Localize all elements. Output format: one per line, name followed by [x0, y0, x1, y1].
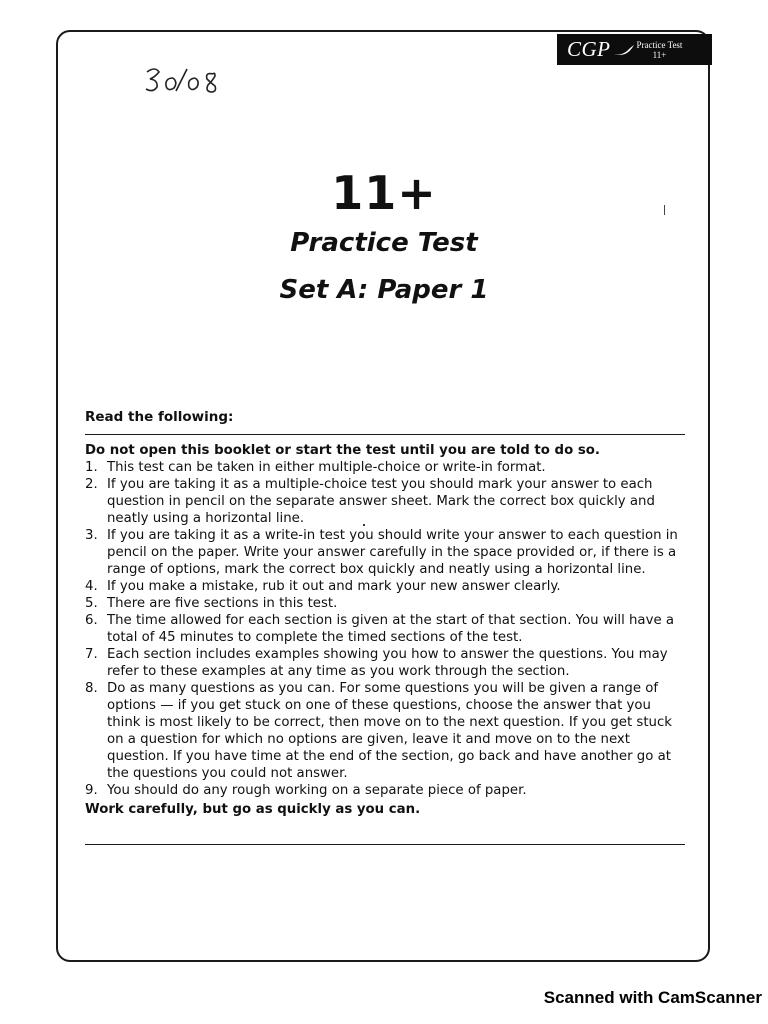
list-item-number: 8.: [85, 681, 98, 696]
list-item-number: 1.: [85, 460, 98, 475]
scan-mark-line: [664, 205, 665, 215]
list-item-number: 2.: [85, 477, 98, 492]
list-item-text: If you are taking it as a multiple-choice test you should mark your answer to each question in pencil on the separate answer sheet. Mark the correct box quickly and neatly using a horizontal line.: [107, 477, 655, 526]
cgp-badge-line2: 11+: [652, 49, 667, 60]
list-item-text: If you make a mistake, rub it out and mark your new answer clearly.: [107, 579, 561, 594]
list-item-text: Each section includes examples showing you how to answer the questions. You may refer to these examples at any time as you work through the section.: [107, 647, 668, 679]
scan-speck: [363, 524, 365, 526]
list-item: [85, 612, 685, 646]
page-title: 11+: [331, 166, 437, 220]
list-item-number: 6.: [85, 613, 98, 628]
list-item: [85, 578, 685, 595]
divider-bottom: [85, 844, 685, 845]
list-item: [85, 680, 685, 782]
list-item: [85, 476, 685, 527]
list-item-text: Do as many questions as you can. For some questions you will be given a range of options — if you get stuck on one of these questions, choose the answer that you think is most likely to be correct, then move on to the next question. If you get stuck on a question for which no options are given, leave it and move on to the next question. If you have time at the end of the section, go back and have another go at the questions you could not answer.: [107, 681, 672, 781]
list-item-text: The time allowed for each section is given at the start of that section. You will have a total of 45 minutes to complete the timed sections of the test.: [107, 613, 675, 645]
instructions-block: [85, 442, 685, 818]
list-item: [85, 459, 685, 476]
divider-top: [85, 434, 685, 435]
cgp-badge-line1: Practice Test: [636, 39, 683, 50]
list-item-number: 4.: [85, 579, 98, 594]
list-item-number: 7.: [85, 647, 98, 662]
cgp-badge-subtitle: [637, 40, 683, 60]
cgp-brand: CGP: [567, 37, 611, 61]
page-subtitle: Practice Test: [290, 228, 478, 258]
list-item: [85, 527, 685, 578]
swoosh-icon: [613, 43, 635, 57]
list-item-number: 9.: [85, 783, 98, 798]
list-item-text: You should do any rough working on a separate piece of paper.: [107, 783, 527, 798]
instructions-closing: Work carefully, but go as quickly as you can.: [85, 802, 421, 817]
instructions-list: [85, 459, 685, 799]
scanner-watermark: Scanned with CamScanner: [543, 988, 762, 1007]
list-item-text: This test can be taken in either multiple-choice or write-in format.: [107, 460, 546, 475]
cgp-badge: [557, 34, 712, 65]
list-item-number: 5.: [85, 596, 98, 611]
list-item-number: 3.: [85, 528, 98, 543]
list-item-text: There are five sections in this test.: [107, 596, 338, 611]
list-item: [85, 595, 685, 612]
paper-set-title: Set A: Paper 1: [279, 275, 489, 305]
list-item: [85, 782, 685, 799]
instructions-warning: Do not open this booklet or start the test until you are told to do so.: [85, 443, 600, 458]
instructions-heading: Read the following:: [85, 409, 234, 425]
list-item: [85, 646, 685, 680]
handwritten-date: [143, 64, 233, 98]
list-item-text: If you are taking it as a write-in test you should write your answer to each question in pencil on the paper. Write your answer carefully in the space provided or, if there is a range of options, mark the correct box quickly and neatly using a horizontal line.: [107, 528, 678, 577]
